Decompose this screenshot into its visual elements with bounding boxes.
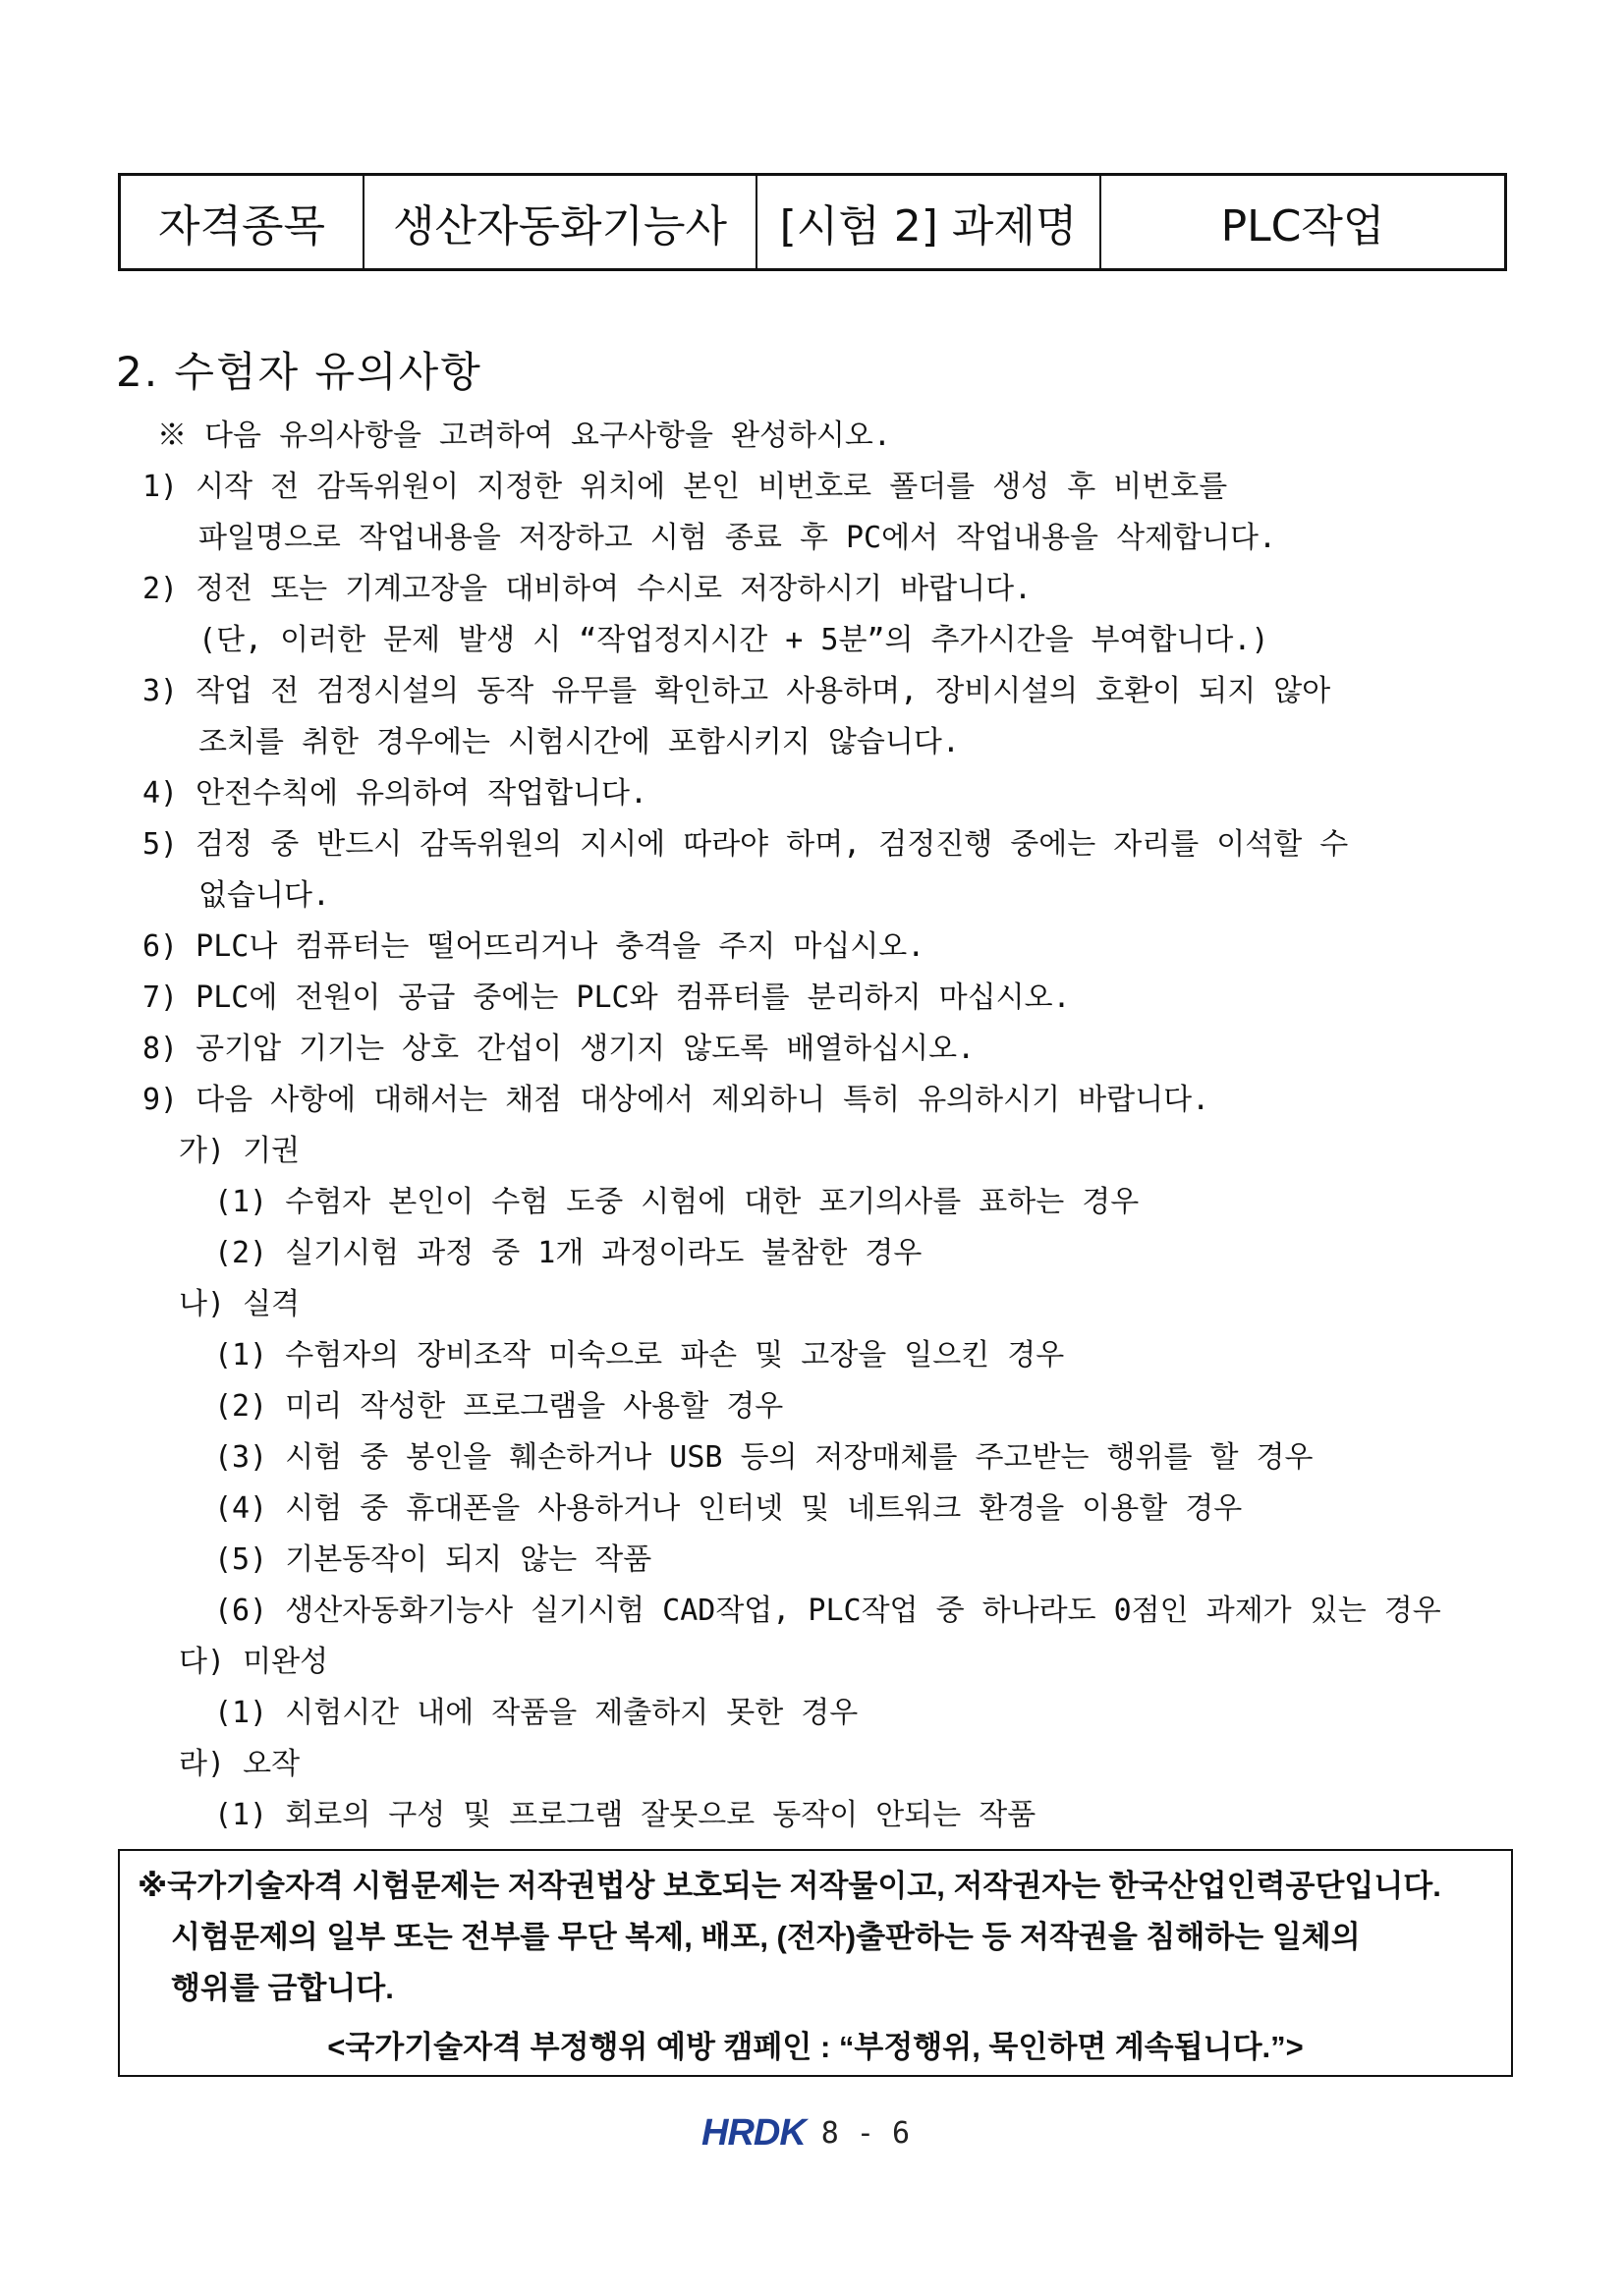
note-line: 6) PLC나 컴퓨터는 떨어뜨리거나 충격을 주지 마십시오. [142,929,925,964]
note-line: (6) 생산자동화기능사 실기시험 CAD작업, PLC작업 중 하나라도 0점인 과제가 있는 경우 [214,1594,1441,1628]
note-line: 조치를 취한 경우에는 시험시간에 포함시키지 않습니다. [198,725,960,759]
task-value: PLC작업 [1220,201,1385,252]
qualification-label: 자격종목 [121,176,364,268]
note-line: 가) 기권 [179,1134,301,1168]
note-line: 나) 실격 [179,1287,301,1321]
task-label: [시험 2] 과제명 [757,176,1101,268]
copyright-notice [118,1849,1513,2077]
note-line: (1) 시험시간 내에 작품을 제출하지 못한 경우 [214,1696,859,1730]
note-line: 1) 시작 전 감독위원이 지정한 위치에 본인 비번호로 폴더를 생성 후 비번호를 [142,470,1228,504]
note-line: (1) 회로의 구성 및 프로그램 잘못으로 동작이 안되는 작품 [214,1798,1036,1832]
note-line: (3) 시험 중 봉인을 훼손하거나 USB 등의 저장매체를 주고받는 행위를 할 경우 [214,1440,1314,1475]
note-line: 파일명으로 작업내용을 저장하고 시험 종료 후 PC에서 작업내용을 삭제합니다. [198,521,1277,555]
note-line: ※ 다음 유의사항을 고려하여 요구사항을 완성하시오. [157,419,891,453]
note-line: 없습니다. [198,878,330,913]
note-line: (단, 이러한 문제 발생 시 “작업정지시간 + 5분”의 추가시간을 부여합니다.) [198,623,1269,657]
note-line: 9) 다음 사항에 대해서는 채점 대상에서 제외하니 특히 유의하시기 바랍니다. [142,1083,1210,1117]
note-line: 라) 오작 [179,1747,301,1781]
note-line: 7) PLC에 전원이 공급 중에는 PLC와 컴퓨터를 분리하지 마십시오. [142,980,1071,1015]
hrdk-logo: HRDK [701,2112,806,2154]
note-line: (4) 시험 중 휴대폰을 사용하거나 인터넷 및 네트워크 환경을 이용할 경우 [214,1491,1243,1526]
copyright-line-1: ※국가기술자격 시험문제는 저작권법상 보호되는 저작물이고, 저작권자는 한국산업인력공단입니다. [138,1869,1441,1903]
page-footer [701,2112,910,2155]
note-line: (1) 수험자의 장비조작 미숙으로 파손 및 고장을 일으킨 경우 [214,1338,1065,1372]
note-line: 2) 정전 또는 기계고장을 대비하여 수시로 저장하시기 바랍니다. [142,572,1033,606]
copyright-line-3: 행위를 금합니다. [171,1971,394,2005]
note-line: (1) 수험자 본인이 수험 도중 시험에 대한 포기의사를 표하는 경우 [214,1185,1140,1219]
note-line: 3) 작업 전 검정시설의 동작 유무를 확인하고 사용하며, 장비시설의 호환이 되지 않아 [142,674,1331,708]
note-line: 5) 검정 중 반드시 감독위원의 지시에 따라야 하며, 검정진행 중에는 자리를 이석할 수 [142,827,1349,862]
page-number: 8 - 6 [820,2116,911,2151]
note-line: 다) 미완성 [179,1645,329,1679]
copyright-line-2: 시험문제의 일부 또는 전부를 무단 복제, 배포, (전자)출판하는 등 저작권을 침해하는 일체의 [171,1920,1361,1954]
section-title: 2. 수험자 유의사항 [116,348,482,396]
notes-list [0,411,1624,1841]
note-line: (5) 기본동작이 되지 않는 작품 [214,1542,652,1577]
note-line: 8) 공기압 기기는 상호 간섭이 생기지 않도록 배열하십시오. [142,1032,976,1066]
qualification-value: 생산자동화기능사 [364,176,757,268]
note-line: 4) 안전수칙에 유의하여 작업합니다. [142,776,648,811]
note-line: (2) 실기시험 과정 중 1개 과정이라도 불참한 경우 [214,1236,923,1270]
note-line: (2) 미리 작성한 프로그램을 사용할 경우 [214,1389,784,1424]
campaign-slogan: <국가기술자격 부정행위 예방 캠페인 : “부정행위, 묵인하면 계속됩니다.”> [327,2030,1304,2064]
header-table [118,173,1507,271]
